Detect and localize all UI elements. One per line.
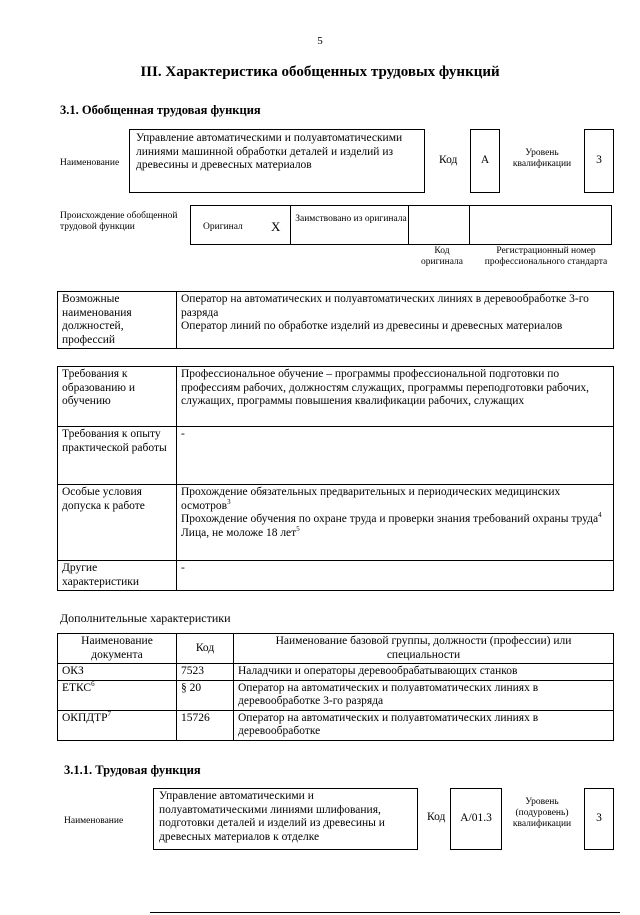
footnote-3: 3 bbox=[227, 497, 231, 506]
origin-borrowed-label: Заимствовано из оригинала bbox=[295, 214, 407, 224]
req-education-label: Требования к образованию и обучению bbox=[58, 367, 177, 427]
req-conditions-line-1: Прохождение обязательных предварительных и периодических медицинских осмотров bbox=[181, 486, 561, 512]
positions-value-1: Оператор на автоматических и полуавтоматических линиях в деревообработке 3-го разряда bbox=[181, 293, 589, 319]
additional-header-name: Наименование базовой группы, должности (профессии) или специальности bbox=[234, 634, 614, 664]
additional-header-code: Код bbox=[177, 634, 234, 664]
footnote-7: 7 bbox=[107, 709, 112, 718]
additional-name: Оператор на автоматических и полуавтоматических линиях в деревообработке 3-го разряда bbox=[234, 680, 614, 710]
tf-level-value: 3 bbox=[584, 788, 614, 850]
req-other-value: - bbox=[177, 561, 614, 591]
origin-label: Происхождение обобщенной трудовой функции bbox=[60, 211, 178, 232]
gtf-code-label: Код bbox=[439, 154, 458, 166]
positions-label: Возможные наименования должностей, профессий bbox=[58, 292, 177, 349]
gtf-level-value: 3 bbox=[584, 129, 614, 193]
req-conditions-value bbox=[177, 485, 614, 561]
positions-value-2: Оператор линий по обработке изделий из древесины и древесных материалов bbox=[181, 320, 563, 332]
additional-header-doc: Наименование документа bbox=[58, 634, 177, 664]
gtf-code-value: A bbox=[470, 129, 500, 193]
req-conditions-label: Особые условия допуска к работе bbox=[58, 485, 177, 561]
bottom-rule bbox=[150, 912, 620, 913]
table-row bbox=[58, 710, 614, 740]
tf-name-label: Наименование bbox=[64, 816, 124, 826]
footnote-6: 6 bbox=[91, 679, 95, 688]
section-title: III. Характеристика обобщенных трудовых функций bbox=[140, 64, 500, 80]
tf-heading: 3.1.1. Трудовая функция bbox=[64, 763, 201, 777]
origin-table bbox=[190, 205, 612, 245]
req-education-value: Профессиональное обучение – программы профессиональной подготовки по профессиям рабочих, должностям служащих, программы переподготовки рабочих, служащих, программы повышения квалификации рабочих, служащих bbox=[177, 367, 614, 427]
gtf-name-label: Наименование bbox=[60, 158, 120, 168]
additional-doc: ОКЗ bbox=[62, 665, 84, 677]
additional-table bbox=[57, 633, 614, 741]
tf-level-label: Уровень (подуровень) квалификации bbox=[512, 797, 572, 829]
positions-value bbox=[177, 292, 614, 349]
requirements-table bbox=[57, 366, 614, 591]
origin-original-label: Оригинал bbox=[203, 222, 243, 232]
additional-code: 15726 bbox=[177, 710, 234, 740]
origin-reg-number-label: Регистрационный номер профессионального стандарта bbox=[484, 246, 608, 267]
positions-table bbox=[57, 291, 614, 349]
additional-code: § 20 bbox=[177, 680, 234, 710]
req-experience-label: Требования к опыту практической работы bbox=[58, 427, 177, 485]
additional-doc: ОКПДТР bbox=[62, 711, 108, 724]
page-number: 5 bbox=[317, 35, 323, 47]
additional-name: Оператор на автоматических и полуавтоматических линиях в деревообработке bbox=[234, 710, 614, 740]
additional-heading: Дополнительные характеристики bbox=[60, 611, 231, 625]
gtf-name-value: Управление автоматическими и полуавтоматическими линиями машинной обработки деталей и изделий из древесины и древесных материалов bbox=[129, 129, 425, 193]
tf-code-value: A/01.3 bbox=[450, 788, 502, 850]
origin-original-mark: X bbox=[271, 219, 281, 234]
table-row bbox=[58, 664, 614, 681]
additional-code: 7523 bbox=[177, 664, 234, 681]
req-other-label: Другие характеристики bbox=[58, 561, 177, 591]
req-experience-value: - bbox=[177, 427, 614, 485]
origin-code-label: Код оригинала bbox=[421, 246, 463, 267]
additional-doc: ЕТКС bbox=[62, 681, 92, 694]
footnote-4: 4 bbox=[598, 511, 602, 520]
tf-name-value: Управление автоматическими и полуавтоматическими линиями шлифования, подготовки деталей и изделий из древесины и древесных материалов к отделке bbox=[153, 788, 418, 850]
footnote-5: 5 bbox=[296, 524, 300, 533]
gtf-level-label: Уровень квалификации bbox=[512, 148, 572, 169]
table-row bbox=[58, 680, 614, 710]
req-conditions-line-2: Прохождение обучения по охране труда и проверки знания требований охраны труда bbox=[181, 513, 599, 525]
tf-code-label: Код bbox=[427, 811, 446, 823]
additional-name: Наладчики и операторы деревообрабатывающих станков bbox=[234, 664, 614, 681]
gtf-heading: 3.1. Обобщенная трудовая функция bbox=[60, 103, 261, 117]
req-conditions-line-3: Лица, не моложе 18 лет bbox=[181, 526, 297, 539]
